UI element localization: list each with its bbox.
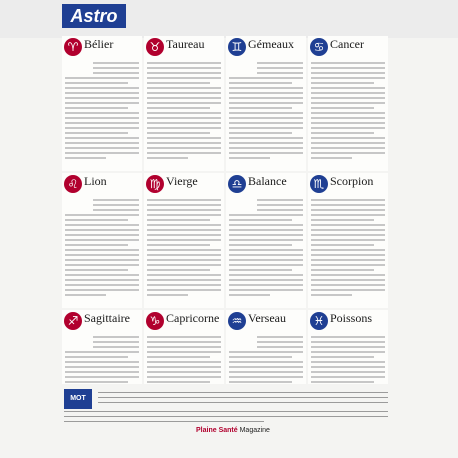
text-line bbox=[65, 361, 139, 363]
text-line bbox=[229, 269, 292, 271]
text-line bbox=[65, 107, 128, 109]
vierge-symbol-icon: ♍ bbox=[146, 175, 164, 193]
text-line bbox=[229, 229, 303, 231]
text-line bbox=[65, 254, 139, 256]
text-line bbox=[147, 336, 221, 338]
text-line bbox=[147, 361, 221, 363]
text-line bbox=[65, 249, 139, 251]
text-line bbox=[229, 147, 303, 149]
text-line bbox=[65, 234, 139, 236]
text-line bbox=[147, 341, 221, 343]
text-line bbox=[229, 239, 303, 241]
horoscope-text-block bbox=[65, 199, 139, 305]
text-line bbox=[65, 147, 139, 149]
text-line bbox=[311, 214, 385, 216]
text-line bbox=[147, 229, 221, 231]
text-line bbox=[311, 117, 385, 119]
text-line bbox=[311, 92, 385, 94]
text-line bbox=[311, 279, 385, 281]
text-line bbox=[93, 346, 139, 348]
text-line bbox=[229, 274, 303, 276]
text-line bbox=[311, 82, 374, 84]
text-line bbox=[65, 294, 106, 296]
text-line bbox=[229, 259, 303, 261]
horoscope-text-block bbox=[147, 199, 221, 305]
sign-cancer bbox=[308, 36, 388, 171]
text-line bbox=[257, 204, 303, 206]
text-line bbox=[65, 244, 128, 246]
text-line bbox=[147, 346, 221, 348]
text-line bbox=[147, 199, 221, 201]
text-line bbox=[147, 132, 210, 134]
text-line bbox=[65, 284, 139, 286]
text-line bbox=[311, 107, 374, 109]
text-line bbox=[147, 117, 221, 119]
text-line bbox=[311, 381, 374, 383]
text-line bbox=[311, 87, 385, 89]
magazine-brand: Plaine Santé bbox=[196, 427, 238, 434]
sign-taureau bbox=[144, 36, 224, 171]
horoscope-text-block bbox=[65, 62, 139, 168]
text-line bbox=[65, 152, 139, 154]
text-line bbox=[147, 107, 210, 109]
text-line bbox=[229, 157, 270, 159]
text-line bbox=[311, 294, 352, 296]
publisher-logo-text: MOT bbox=[70, 395, 86, 402]
text-line bbox=[147, 122, 221, 124]
text-line bbox=[65, 264, 139, 266]
text-line bbox=[229, 244, 292, 246]
footer-text-line bbox=[98, 402, 388, 403]
text-line bbox=[311, 289, 385, 291]
sign-header bbox=[144, 36, 224, 60]
text-line bbox=[311, 219, 374, 221]
text-line bbox=[311, 142, 385, 144]
sign-gemeaux bbox=[226, 36, 306, 171]
text-line bbox=[65, 157, 106, 159]
text-line bbox=[311, 97, 385, 99]
text-line bbox=[311, 102, 385, 104]
page-title: Astro bbox=[70, 6, 118, 26]
text-line bbox=[229, 366, 303, 368]
text-line bbox=[147, 289, 221, 291]
sign-header bbox=[62, 173, 142, 197]
sign-header bbox=[62, 310, 142, 334]
text-line bbox=[257, 346, 303, 348]
text-line bbox=[147, 279, 221, 281]
text-line bbox=[65, 112, 139, 114]
sign-name: Cancer bbox=[330, 37, 364, 51]
sign-header bbox=[144, 173, 224, 197]
text-line bbox=[147, 244, 210, 246]
text-line bbox=[147, 219, 210, 221]
text-line bbox=[147, 356, 210, 358]
text-line bbox=[229, 376, 303, 378]
horoscope-text-block bbox=[229, 199, 303, 305]
text-line bbox=[65, 137, 139, 139]
text-line bbox=[311, 264, 385, 266]
text-line bbox=[65, 279, 139, 281]
text-line bbox=[229, 107, 292, 109]
text-line bbox=[65, 366, 139, 368]
text-line bbox=[229, 381, 292, 383]
text-line bbox=[311, 67, 385, 69]
sign-name: Capricorne bbox=[166, 311, 220, 325]
text-line bbox=[311, 356, 374, 358]
text-line bbox=[93, 204, 139, 206]
text-line bbox=[147, 92, 221, 94]
text-line bbox=[65, 239, 139, 241]
text-line bbox=[257, 199, 303, 201]
text-line bbox=[65, 269, 128, 271]
text-line bbox=[311, 244, 374, 246]
gemeaux-symbol-icon: ♊ bbox=[228, 38, 246, 56]
text-line bbox=[65, 117, 139, 119]
text-line bbox=[229, 97, 303, 99]
text-line bbox=[311, 274, 385, 276]
text-line bbox=[229, 117, 303, 119]
text-line bbox=[229, 127, 303, 129]
text-line bbox=[229, 152, 303, 154]
text-line bbox=[257, 62, 303, 64]
text-line bbox=[147, 127, 221, 129]
text-line bbox=[147, 254, 221, 256]
text-line bbox=[311, 229, 385, 231]
text-line bbox=[65, 142, 139, 144]
sign-name: Lion bbox=[84, 174, 107, 188]
text-line bbox=[311, 137, 385, 139]
text-line bbox=[147, 214, 221, 216]
scorpion-symbol-icon: ♏ bbox=[310, 175, 328, 193]
sign-header bbox=[226, 36, 306, 60]
sign-name: Taureau bbox=[166, 37, 205, 51]
text-line bbox=[147, 67, 221, 69]
cancer-symbol-icon: ♋ bbox=[310, 38, 328, 56]
taureau-symbol-icon: ♉ bbox=[146, 38, 164, 56]
text-line bbox=[311, 152, 385, 154]
text-line bbox=[229, 214, 303, 216]
text-line bbox=[65, 289, 139, 291]
text-line bbox=[229, 294, 270, 296]
text-line bbox=[147, 152, 221, 154]
magazine-suffix: Magazine bbox=[239, 427, 270, 434]
sign-name: Poissons bbox=[330, 311, 373, 325]
text-line bbox=[147, 87, 221, 89]
text-line bbox=[147, 204, 221, 206]
sign-name: Vierge bbox=[166, 174, 198, 188]
text-line bbox=[147, 77, 221, 79]
text-line bbox=[147, 274, 221, 276]
text-line bbox=[229, 112, 303, 114]
footer-text-line bbox=[98, 397, 388, 398]
text-line bbox=[257, 341, 303, 343]
page-footer bbox=[0, 384, 458, 458]
text-line bbox=[65, 92, 139, 94]
sign-name: Scorpion bbox=[330, 174, 374, 188]
text-line bbox=[147, 157, 188, 159]
text-line bbox=[147, 249, 221, 251]
text-line bbox=[93, 72, 139, 74]
text-line bbox=[65, 219, 128, 221]
text-line bbox=[229, 102, 303, 104]
text-line bbox=[311, 351, 385, 353]
text-line bbox=[229, 219, 292, 221]
text-line bbox=[229, 82, 292, 84]
horoscope-text-block bbox=[229, 62, 303, 168]
text-line bbox=[229, 234, 303, 236]
text-line bbox=[311, 239, 385, 241]
text-line bbox=[257, 336, 303, 338]
publisher-logo bbox=[64, 389, 92, 409]
text-line bbox=[147, 351, 221, 353]
text-line bbox=[311, 249, 385, 251]
footer-text-line bbox=[64, 421, 264, 422]
text-line bbox=[65, 376, 139, 378]
sign-header bbox=[62, 36, 142, 60]
text-line bbox=[65, 259, 139, 261]
text-line bbox=[229, 254, 303, 256]
sign-balance bbox=[226, 173, 306, 308]
text-line bbox=[147, 234, 221, 236]
text-line bbox=[147, 376, 221, 378]
text-line bbox=[147, 112, 221, 114]
text-line bbox=[147, 294, 188, 296]
text-line bbox=[229, 249, 303, 251]
sign-header bbox=[308, 310, 388, 334]
balance-symbol-icon: ♎ bbox=[228, 175, 246, 193]
belier-symbol-icon: ♈ bbox=[64, 38, 82, 56]
capricorne-symbol-icon: ♑ bbox=[146, 312, 164, 330]
sign-lion bbox=[62, 173, 142, 308]
text-line bbox=[65, 132, 128, 134]
footer-text-line bbox=[64, 411, 388, 412]
text-line bbox=[311, 269, 374, 271]
sign-header bbox=[226, 310, 306, 334]
sign-scorpion bbox=[308, 173, 388, 308]
text-line bbox=[311, 376, 385, 378]
text-line bbox=[147, 62, 221, 64]
text-line bbox=[311, 127, 385, 129]
text-line bbox=[147, 366, 221, 368]
text-line bbox=[65, 274, 139, 276]
text-line bbox=[311, 72, 385, 74]
poissons-symbol-icon: ♓ bbox=[310, 312, 328, 330]
text-line bbox=[311, 157, 352, 159]
text-line bbox=[311, 284, 385, 286]
text-line bbox=[147, 284, 221, 286]
text-line bbox=[311, 371, 385, 373]
text-line bbox=[147, 147, 221, 149]
text-line bbox=[311, 112, 385, 114]
text-line bbox=[147, 269, 210, 271]
text-line bbox=[229, 361, 303, 363]
text-line bbox=[311, 361, 385, 363]
sign-name: Sagittaire bbox=[84, 311, 130, 325]
horoscope-text-block bbox=[147, 62, 221, 168]
text-line bbox=[65, 122, 139, 124]
text-line bbox=[147, 97, 221, 99]
text-line bbox=[65, 82, 128, 84]
text-line bbox=[229, 92, 303, 94]
text-line bbox=[229, 77, 303, 79]
text-line bbox=[257, 209, 303, 211]
text-line bbox=[65, 224, 139, 226]
text-line bbox=[229, 264, 303, 266]
text-line bbox=[311, 122, 385, 124]
text-line bbox=[229, 87, 303, 89]
sign-name: Bélier bbox=[84, 37, 114, 51]
text-line bbox=[93, 62, 139, 64]
text-line bbox=[93, 67, 139, 69]
text-line bbox=[65, 102, 139, 104]
text-line bbox=[65, 87, 139, 89]
text-line bbox=[93, 209, 139, 211]
text-line bbox=[229, 279, 303, 281]
verseau-symbol-icon: ♒ bbox=[228, 312, 246, 330]
text-line bbox=[93, 336, 139, 338]
text-line bbox=[311, 199, 385, 201]
text-line bbox=[229, 142, 303, 144]
text-line bbox=[229, 351, 303, 353]
sign-name: Verseau bbox=[248, 311, 286, 325]
sign-name: Gémeaux bbox=[248, 37, 294, 51]
text-line bbox=[65, 356, 128, 358]
text-line bbox=[147, 259, 221, 261]
text-line bbox=[311, 77, 385, 79]
text-line bbox=[147, 137, 221, 139]
text-line bbox=[311, 132, 374, 134]
sign-name: Balance bbox=[248, 174, 287, 188]
text-line bbox=[93, 341, 139, 343]
horoscope-text-block bbox=[311, 199, 385, 305]
sign-header bbox=[226, 173, 306, 197]
text-line bbox=[311, 147, 385, 149]
text-line bbox=[229, 224, 303, 226]
text-line bbox=[311, 209, 385, 211]
text-line bbox=[311, 254, 385, 256]
text-line bbox=[147, 224, 221, 226]
text-line bbox=[311, 336, 385, 338]
text-line bbox=[65, 214, 139, 216]
text-line bbox=[311, 346, 385, 348]
horoscope-text-block bbox=[311, 62, 385, 168]
sign-vierge bbox=[144, 173, 224, 308]
magazine-name bbox=[196, 427, 270, 434]
text-line bbox=[229, 356, 292, 358]
text-line bbox=[229, 122, 303, 124]
text-line bbox=[65, 381, 128, 383]
text-line bbox=[229, 289, 303, 291]
text-line bbox=[257, 72, 303, 74]
text-line bbox=[147, 142, 221, 144]
text-line bbox=[147, 239, 221, 241]
text-line bbox=[65, 77, 139, 79]
sign-header bbox=[308, 36, 388, 60]
text-line bbox=[65, 371, 139, 373]
text-line bbox=[311, 224, 385, 226]
text-line bbox=[311, 62, 385, 64]
text-line bbox=[65, 229, 139, 231]
footer-text-line bbox=[98, 392, 388, 393]
text-line bbox=[229, 137, 303, 139]
page-title-box bbox=[62, 4, 126, 28]
text-line bbox=[311, 234, 385, 236]
sign-belier bbox=[62, 36, 142, 171]
text-line bbox=[147, 371, 221, 373]
text-line bbox=[311, 341, 385, 343]
text-line bbox=[229, 371, 303, 373]
text-line bbox=[147, 381, 210, 383]
text-line bbox=[93, 199, 139, 201]
text-line bbox=[147, 102, 221, 104]
text-line bbox=[147, 209, 221, 211]
text-line bbox=[147, 82, 210, 84]
text-line bbox=[65, 127, 139, 129]
text-line bbox=[229, 132, 292, 134]
lion-symbol-icon: ♌ bbox=[64, 175, 82, 193]
sign-header bbox=[308, 173, 388, 197]
text-line bbox=[311, 259, 385, 261]
text-line bbox=[147, 264, 221, 266]
text-line bbox=[65, 97, 139, 99]
text-line bbox=[229, 284, 303, 286]
footer-text-line bbox=[64, 416, 388, 417]
text-line bbox=[311, 204, 385, 206]
sign-header bbox=[144, 310, 224, 334]
text-line bbox=[311, 366, 385, 368]
text-line bbox=[65, 351, 139, 353]
sagittaire-symbol-icon: ♐ bbox=[64, 312, 82, 330]
page-header bbox=[0, 0, 458, 38]
text-line bbox=[257, 67, 303, 69]
text-line bbox=[147, 72, 221, 74]
